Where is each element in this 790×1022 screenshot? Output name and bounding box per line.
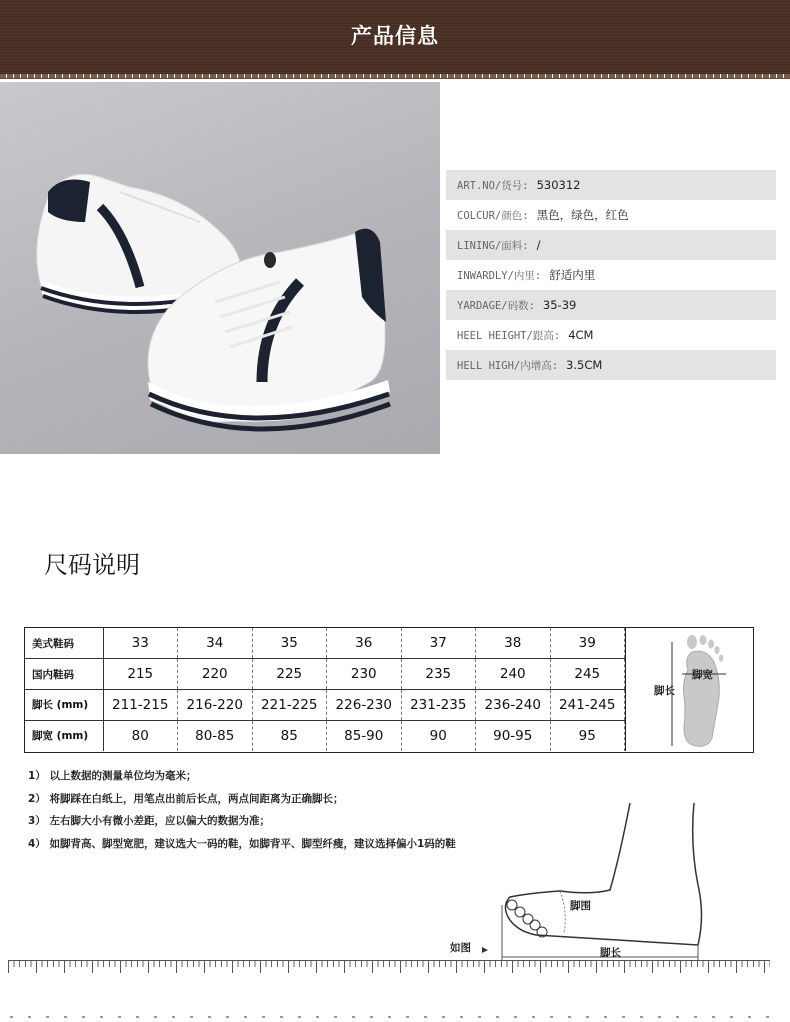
spec-row <box>446 170 776 200</box>
spec-row <box>446 230 776 260</box>
spec-row <box>446 290 776 320</box>
spec-list <box>446 170 776 380</box>
foot-length-label: 脚长 <box>654 685 675 697</box>
note-item: 4） 如脚背高、脚型宽肥，建议选大一码的鞋，如脚背平、脚型纤瘦，建议选择偏小1码的鞋 <box>28 837 456 850</box>
table-cell: 38 <box>476 628 551 659</box>
footprint-icon <box>626 628 753 751</box>
table-cell: 211-215 <box>103 690 178 721</box>
size-section-title: 尺码说明 <box>44 551 140 579</box>
spec-value: 舒适内里 <box>549 268 596 282</box>
table-cell: 235 <box>401 659 476 690</box>
table-cell: 33 <box>103 628 178 659</box>
table-cell: 85-90 <box>327 720 402 751</box>
bottom-divider <box>10 1016 780 1018</box>
header-title: 产品信息 <box>351 24 439 48</box>
table-cell: 241-245 <box>550 690 625 721</box>
foot-width-label: 脚宽 <box>692 669 713 681</box>
table-row <box>25 628 625 659</box>
spec-row <box>446 260 776 290</box>
table-cell: 90 <box>401 720 476 751</box>
product-photo <box>0 82 440 454</box>
table-cell: 221-225 <box>252 690 327 721</box>
spec-key: HELL HIGH/内增高: <box>457 359 559 372</box>
table-cell: 240 <box>476 659 551 690</box>
table-cell: 215 <box>103 659 178 690</box>
row-label: 脚宽 (mm) <box>25 720 103 751</box>
table-cell: 226-230 <box>327 690 402 721</box>
measuring-ruler <box>8 960 770 978</box>
row-label: 国内鞋码 <box>25 659 103 690</box>
spec-key: COLCUR/颜色: <box>457 209 529 222</box>
foot-outline-icon <box>440 795 740 970</box>
spec-value: / <box>536 238 541 252</box>
sneaker-illustration <box>0 82 440 454</box>
spec-row <box>446 320 776 350</box>
foot-girth-label: 脚围 <box>570 900 591 912</box>
table-cell: 39 <box>550 628 625 659</box>
note-item: 3） 左右脚大小有微小差距，应以偏大的数据为准； <box>28 815 270 827</box>
table-cell: 231-235 <box>401 690 476 721</box>
spec-key: YARDAGE/码数: <box>457 299 535 312</box>
table-cell: 80-85 <box>178 720 253 751</box>
table-cell: 220 <box>178 659 253 690</box>
spec-value: 35-39 <box>542 298 577 312</box>
table-row <box>25 690 625 721</box>
spec-row <box>446 200 776 230</box>
table-cell: 36 <box>327 628 402 659</box>
spec-value: 3.5CM <box>566 358 603 372</box>
table-cell: 225 <box>252 659 327 690</box>
table-cell: 216-220 <box>178 690 253 721</box>
spec-row <box>446 350 776 380</box>
table-cell: 236-240 <box>476 690 551 721</box>
table-cell: 90-95 <box>476 720 551 751</box>
row-label: 美式鞋码 <box>25 628 103 659</box>
footprint-diagram <box>625 628 752 751</box>
spec-key: HEEL HEIGHT/跟高: <box>457 329 561 342</box>
size-grid <box>25 628 625 751</box>
table-cell: 37 <box>401 628 476 659</box>
table-cell: 34 <box>178 628 253 659</box>
table-cell: 230 <box>327 659 402 690</box>
row-label: 脚长 (mm) <box>25 690 103 721</box>
example-label: 如图 <box>450 942 471 954</box>
table-cell: 245 <box>550 659 625 690</box>
header-banner <box>0 0 790 74</box>
foot-side-diagram <box>440 795 740 970</box>
spec-key: INWARDLY/内里: <box>457 269 542 282</box>
note-item: 2） 将脚踩在白纸上，用笔点出前后长点，两点间距离为正确脚长； <box>28 792 344 805</box>
table-cell: 35 <box>252 628 327 659</box>
foot-length-label: 脚长 <box>600 947 621 959</box>
spec-value: 黑色，绿色，红色 <box>536 208 629 222</box>
size-table <box>24 627 754 753</box>
spec-key: LINING/面料: <box>457 239 529 252</box>
table-cell: 80 <box>103 720 178 751</box>
banner-divider <box>0 74 790 79</box>
spec-value: 530312 <box>536 178 581 192</box>
table-row <box>25 720 625 751</box>
spec-value: 4CM <box>568 328 594 342</box>
note-item: 1） 以上数据的测量单位均为毫米； <box>28 770 197 782</box>
table-row <box>25 659 625 690</box>
spec-key: ART.NO/货号: <box>457 179 529 192</box>
table-cell: 95 <box>550 720 625 751</box>
table-cell: 85 <box>252 720 327 751</box>
